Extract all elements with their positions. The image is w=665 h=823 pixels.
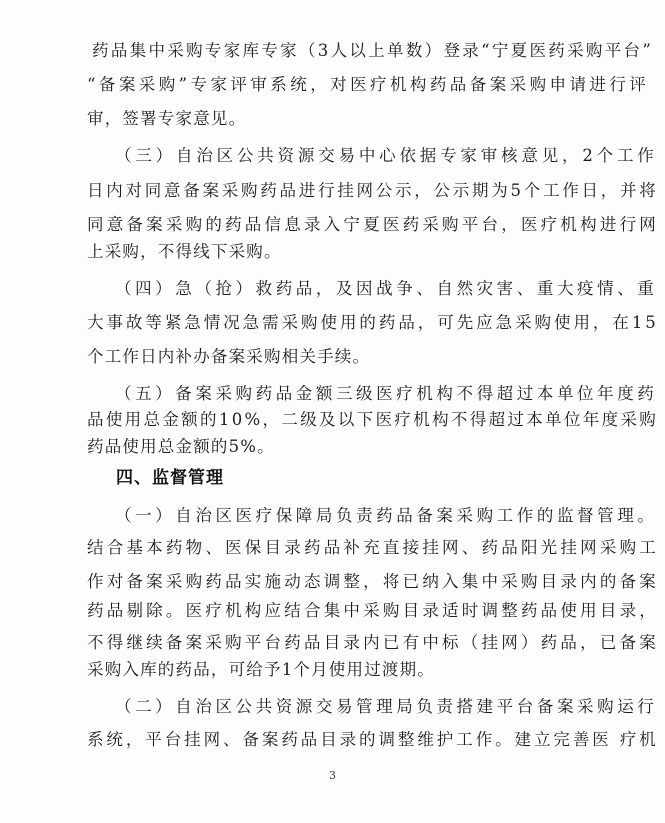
- text-line-8: （四）急（抢）救药品，及因战争、自然灾害、重大疫情、重: [115, 279, 658, 298]
- text-line-2: “备案采购”专家评审系统，对医疗机构药品备案采购申请进行评: [87, 75, 650, 94]
- text-line-13: 药品使用总金额的5%。: [87, 437, 275, 456]
- text-line-21: （二）自治区公共资源交易管理局负责搭建平台备案采购运行: [115, 697, 658, 716]
- text-line-12: 品使用总金额的10%，二级及以下医疗机构不得超过本单位年度采购: [87, 410, 659, 429]
- text-line-4: （三）自治区公共资源交易中心依据专家审核意见，2个工作: [115, 146, 658, 165]
- text-line-9: 大事故等紧急情况急需采购使用的药品，可先应急采购使用，在15: [87, 313, 659, 332]
- text-line-1: 药品集中采购专家库专家（3人以上单数）登录“宁夏医药采购平台”: [92, 41, 654, 60]
- text-line-18: 药品剔除。医疗机构应结合集中采购目录适时调整药品使用目录，: [87, 601, 660, 620]
- text-line-17: 作对备案采购药品实施动态调整，将已纳入集中采购目录内的备案: [87, 572, 660, 591]
- text-line-5: 日内对同意备案采购药品进行挂网公示，公示期为5个工作日，并将: [87, 181, 659, 200]
- text-line-16: 结合基本药物、医保目录药品补充直接挂网、药品阳光挂网采购工: [87, 538, 660, 557]
- text-line-19: 不得继续备案采购平台药品目录内已有中标（挂网）药品，已备案: [87, 633, 660, 652]
- text-line-10: 个工作日内补办备案采购相关手续。: [87, 347, 371, 366]
- text-line-15: （一）自治区医疗保障局负责药品备案采购工作的监督管理。: [115, 506, 658, 525]
- text-line-22: 系统，平台挂网、备案药品目录的调整维护工作。建立完善医 疗机: [87, 730, 659, 749]
- text-line-20: 采购入库的药品，可给予1个月使用过渡期。: [87, 660, 435, 679]
- section-heading: 四、监督管理: [116, 468, 224, 488]
- text-line-7: 上采购，不得线下采购。: [87, 242, 282, 261]
- page-number: 3: [329, 769, 336, 782]
- text-line-6: 同意备案采购的药品信息录入宁夏医药采购平台，医疗机构进行网: [87, 215, 660, 234]
- text-line-11: （五）备案采购药品金额三级医疗机构不得超过本单位年度药: [115, 384, 658, 403]
- text-line-3: 审，签署专家意见。: [87, 109, 247, 128]
